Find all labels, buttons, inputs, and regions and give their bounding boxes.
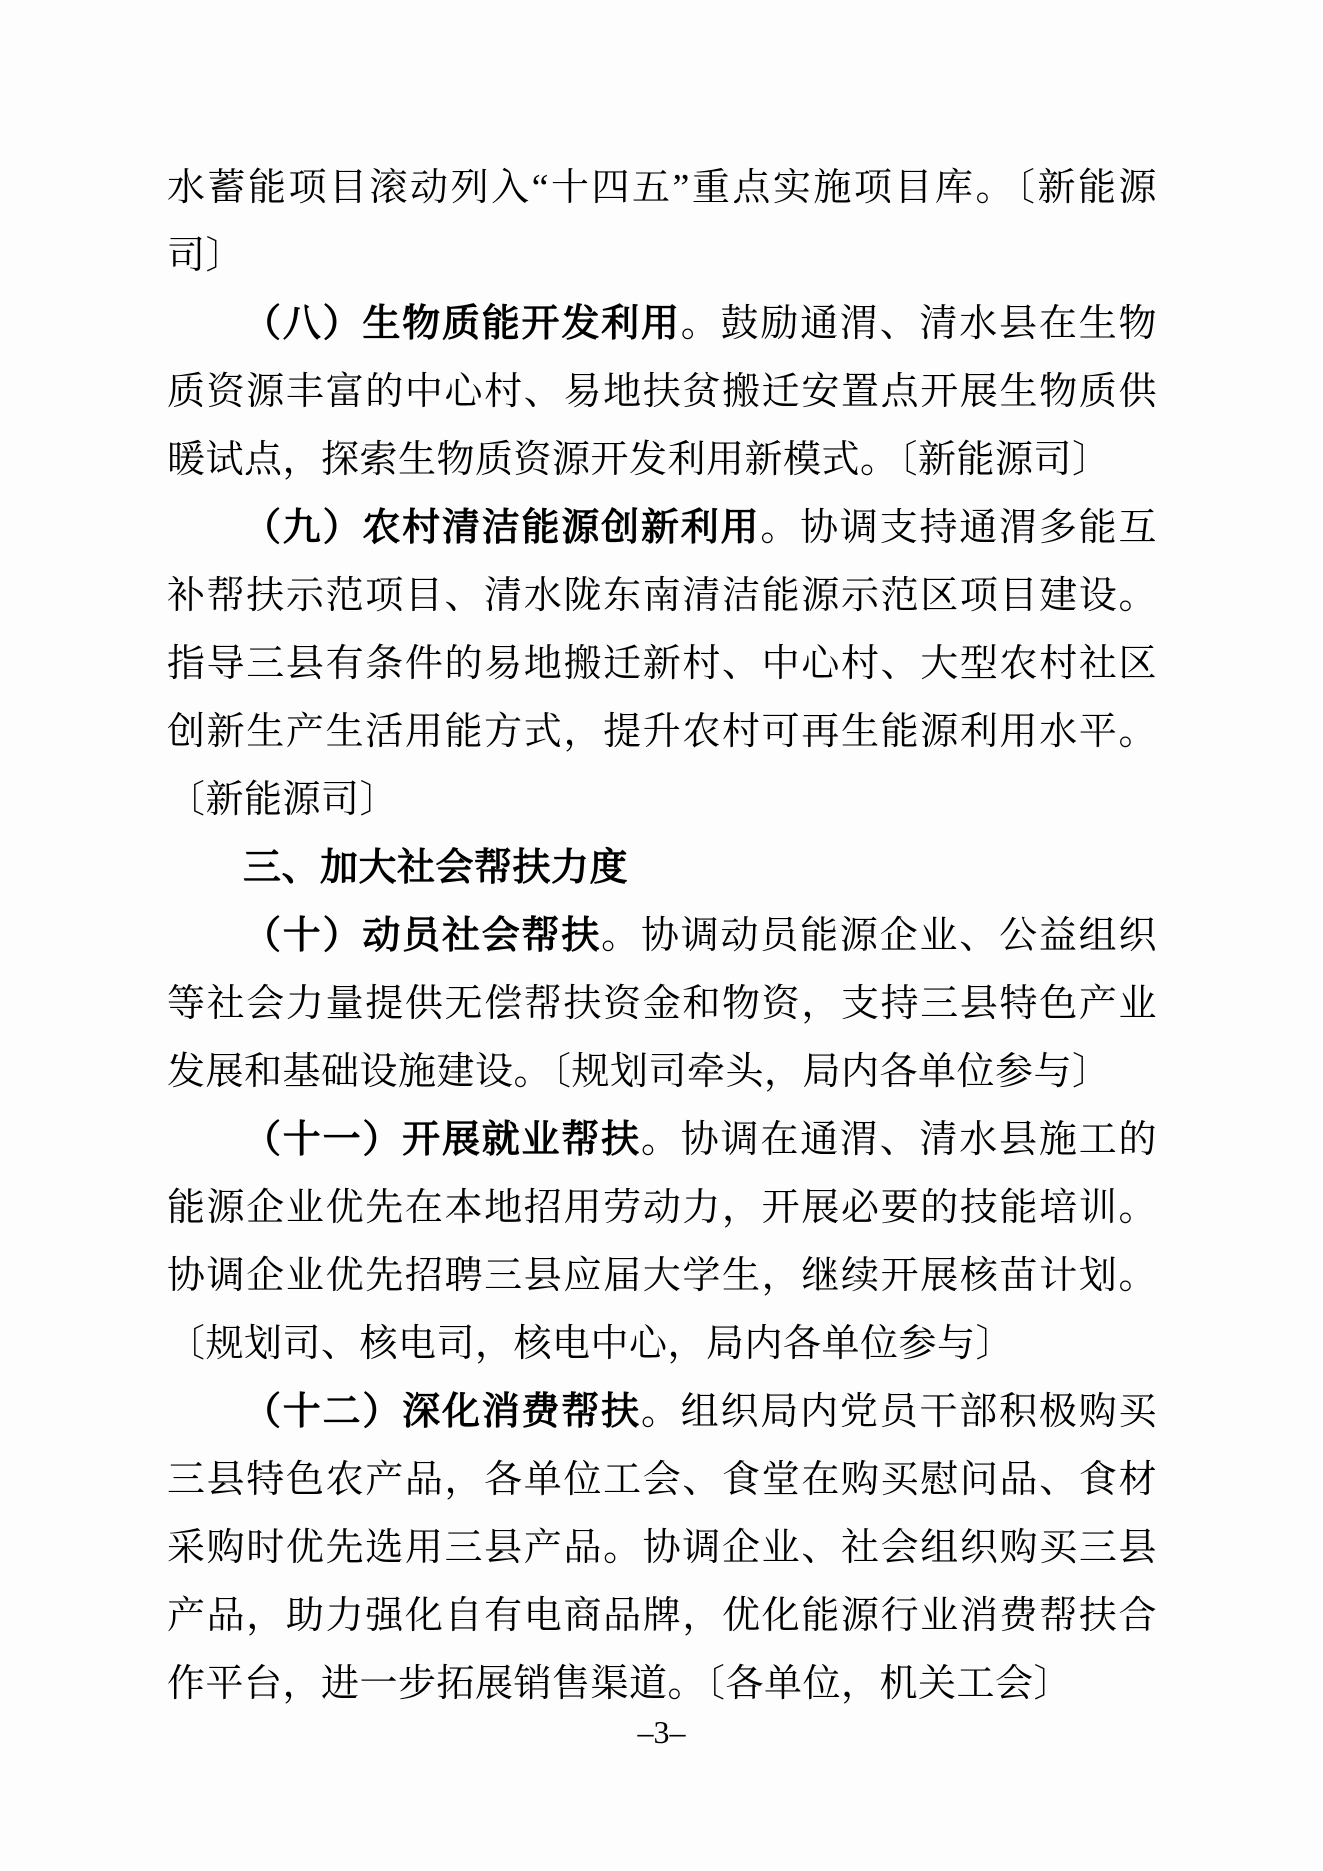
document-body: [167, 154, 1157, 1718]
paragraph-item-11: [167, 1106, 1157, 1378]
paragraph-text: 。鼓励通渭、清水县在生物质资源丰富的中心村、易地扶贫搬迁安置点开展生物质供暖试点，探索生物质资源开发利用新模式。〔新能源司〕: [167, 303, 1157, 481]
paragraph-item-12: [167, 1378, 1157, 1718]
paragraph-item-9: [167, 494, 1157, 834]
paragraph-item-10: [167, 902, 1157, 1106]
paragraph-item-8: [167, 290, 1157, 494]
item-9-heading: （九）农村清洁能源创新利用: [243, 507, 761, 549]
item-11-heading: （十一）开展就业帮扶: [243, 1119, 641, 1161]
paragraph-text: 。协调支持通渭多能互补帮扶示范项目、清水陇东南清洁能源示范区项目建设。指导三县有条件的易地搬迁新村、中心村、大型农村社区创新生产生活用能方式，提升农村可再生能源利用水平。〔新能源司〕: [167, 507, 1157, 821]
item-12-heading: （十二）深化消费帮扶: [243, 1391, 641, 1433]
item-8-heading: （八）生物质能开发利用: [243, 303, 681, 345]
paragraph-text: 。协调在通渭、清水县施工的能源企业优先在本地招用劳动力，开展必要的技能培训。协调企业优先招聘三县应届大学生，继续开展核苗计划。〔规划司、核电司，核电中心，局内各单位参与〕: [167, 1119, 1157, 1365]
page-number: –3–: [637, 1714, 686, 1750]
section-heading-3: 三、加大社会帮扶力度: [243, 847, 629, 889]
paragraph-text: 。协调动员能源企业、公益组织等社会力量提供无偿帮扶资金和物资，支持三县特色产业发展和基础设施建设。〔规划司牵头，局内各单位参与〕: [167, 915, 1157, 1093]
item-10-heading: （十）动员社会帮扶: [243, 915, 602, 957]
paragraph-text: 。组织局内党员干部积极购买三县特色农产品，各单位工会、食堂在购买慰问品、食材采购时优先选用三县产品。协调企业、社会组织购买三县产品，助力强化自有电商品牌，优化能源行业消费帮扶合作平台，进一步拓展销售渠道。〔各单位，机关工会〕: [167, 1391, 1157, 1705]
paragraph-continuation: [167, 154, 1157, 290]
paragraph-text: 水蓄能项目滚动列入“十四五”重点实施项目库。〔新能源司〕: [167, 167, 1157, 277]
